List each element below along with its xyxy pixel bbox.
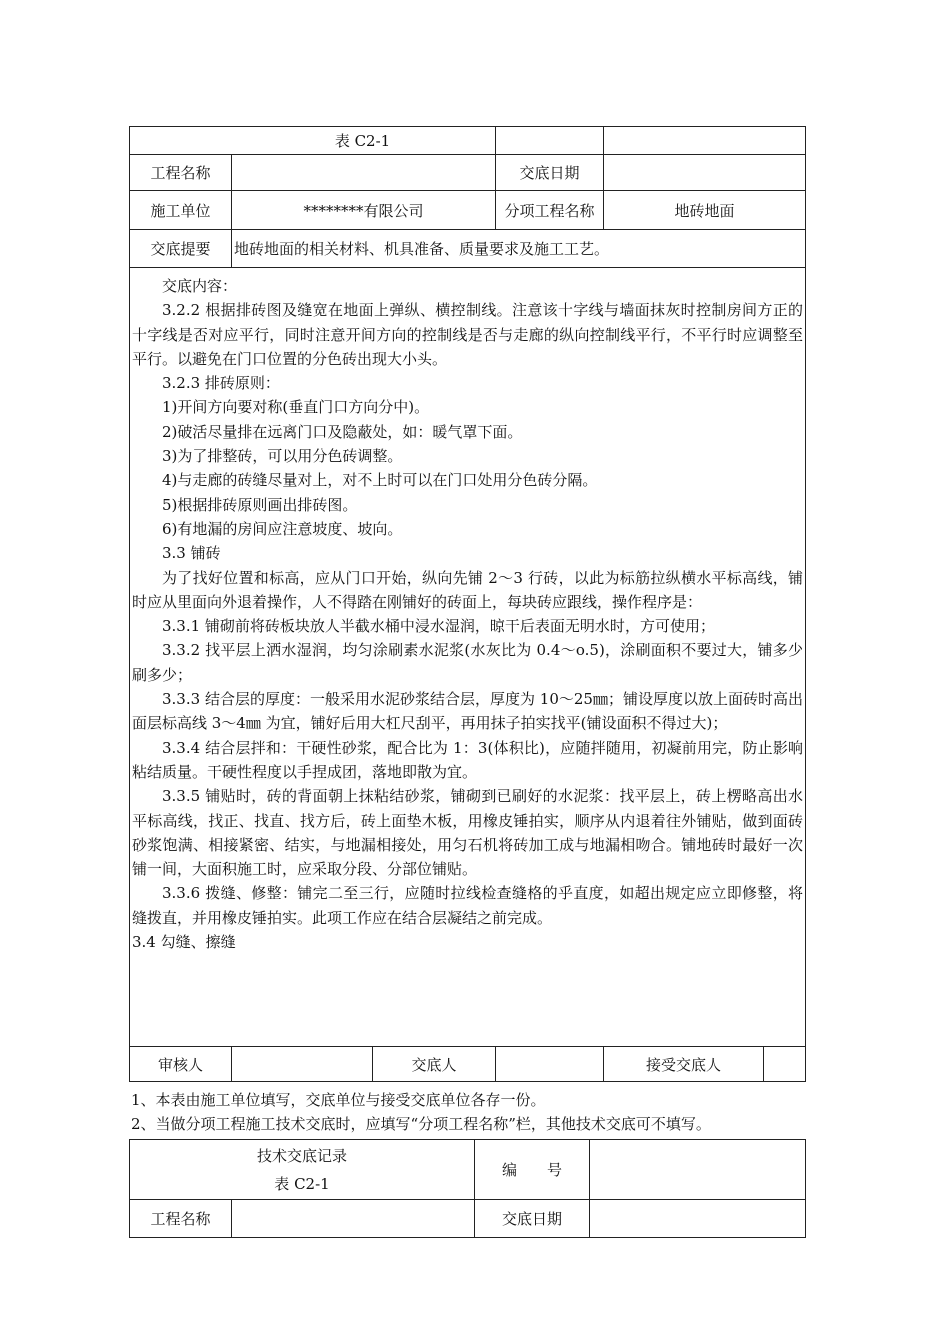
sub-project-value: 地砖地面 [604,191,806,230]
content-paragraph: 3.3.5 铺贴时，砖的背面朝上抹粘结砂浆，铺砌到已刷好的水泥浆：找平层上，砖上楞略高出水平标高线，找正、找直、找方后，砖上面垫木板，用橡皮锤拍实，顺序从内退着往外铺贴，做到面砖砂浆饱满、相接紧密、结实，与地漏相接处，用匀石机将砖加工成与地漏相吻合。铺地砖时最好一次铺一间，大面积施工时，应采取分段、分部位铺贴。 [132,787,804,879]
content-paragraphs [132,274,803,954]
content-paragraph: 3)为了排整砖，可以用分色砖调整。 [162,447,403,466]
record-title-line2: 表 C2-1 [274,1174,330,1193]
reviewer-value[interactable] [232,1047,373,1082]
content-paragraph: 3.3 铺砖 [162,544,221,563]
content-paragraph: 6)有地漏的房间应注意坡度、坡向。 [162,519,403,538]
note-1: 1、本表由施工单位填写，交底单位与接受交底单位各存一份。 [131,1091,546,1109]
content-paragraph: 3.4 勾缝、擦缝 [132,933,236,952]
disclosure-date-value-2[interactable] [590,1200,806,1238]
disclosure-date-value[interactable] [604,155,806,191]
project-name-value-2[interactable] [232,1200,475,1238]
construction-unit-value: ********有限公司 [232,191,496,230]
content-paragraph: 3.3.1 铺砌前将砖板块放人半截水桶中浸水湿润，晾干后表面无明水时，方可使用； [162,617,715,636]
table-notes [131,1088,811,1136]
content-paragraph: 交底内容： [162,277,238,295]
content-paragraph: 4)与走廊的砖缝尽量对上，对不上时可以在门口处用分色砖分隔。 [162,471,598,490]
disclosure-table [129,126,806,1082]
disclosure-date-label: 交底日期 [496,155,604,191]
header-empty-cell [496,127,604,155]
note-2: 2、当做分项工程施工技术交底时，应填写“分项工程名称”栏，其他技术交底可不填写。 [131,1115,711,1133]
content-paragraph: 1)开间方向要对称(垂直门口方向分中)。 [162,398,430,417]
receiver-label: 接受交底人 [604,1047,764,1082]
reviewer-label: 审核人 [130,1047,232,1082]
content-paragraph: 3.3.2 找平层上洒水湿润，均匀涂刷素水泥浆(水灰比为 0.4～o.5)，涂刷面积不要过大，铺多少刷多少； [132,641,804,684]
content-paragraph: 3.3.6 拨缝、修整：铺完二至三行，应随时拉线检查缝格的乎直度，如超出规定应立即修整，将缝拨直，并用橡皮锤拍实。此项工作应在结合层凝结之前完成。 [132,884,804,927]
record-title-line1: 技术交底记录 [257,1146,348,1165]
discloser-value[interactable] [496,1047,604,1082]
table-header-title: 表 C2-1 [130,127,496,155]
content-paragraph: 为了找好位置和标高，应从门口开始，纵向先铺 2～3 行砖，以此为标筋拉纵横水平标高线，铺时应从里面向外退着操作，人不得踏在刚铺好的砖面上，每块砖应跟线，操作程序是： [132,568,804,611]
disclosure-content [130,268,806,1047]
receiver-value[interactable] [764,1047,806,1082]
disclosure-date-label-2: 交底日期 [475,1200,590,1238]
project-name-label-2: 工程名称 [130,1200,232,1238]
content-paragraph: 3.3.4 结合层拌和：干硬性砂浆，配合比为 1：3(体积比)，应随拌随用，初凝前用完，防止影响粘结质量。干硬性程度以手捏成团，落地即散为宜。 [132,738,804,781]
discloser-label: 交底人 [373,1047,496,1082]
summary-label: 交底提要 [130,230,232,268]
number-value[interactable] [590,1140,806,1200]
content-paragraph: 3.3.3 结合层的厚度：一般采用水泥砂浆结合层，厚度为 10～25㎜；铺设厚度以放上面砖时高出面层标高线 3～4㎜ 为宜，铺好后用大杠尺刮平，再用抹子拍实找平(铺设面积不得过大)； [132,690,804,733]
summary-value: 地砖地面的相关材料、机具准备、质量要求及施工工艺。 [232,230,806,268]
number-label: 编 号 [475,1140,590,1200]
technical-disclosure-record-table [129,1139,806,1238]
content-paragraph: 3.2.2 根据排砖图及缝宽在地面上弹纵、横控制线。注意该十字线与墙面抹灰时控制房间方正的十字线是否对应平行，同时注意开间方向的控制线是否与走廊的纵向控制线平行，不平行时应调整至平行。以避免在门口位置的分色砖出现大小头。 [132,301,804,368]
content-paragraph: 3.2.3 排砖原则： [162,374,280,393]
project-name-label: 工程名称 [130,155,232,191]
record-title [130,1140,475,1200]
construction-unit-label: 施工单位 [130,191,232,230]
content-paragraph: 2)破活尽量排在远离门口及隐蔽处，如：暖气罩下面。 [162,422,523,441]
header-empty-cell-right [604,127,806,155]
project-name-value[interactable] [232,155,496,191]
content-paragraph: 5)根据排砖原则画出排砖图。 [162,495,358,514]
sub-project-label: 分项工程名称 [496,191,604,230]
